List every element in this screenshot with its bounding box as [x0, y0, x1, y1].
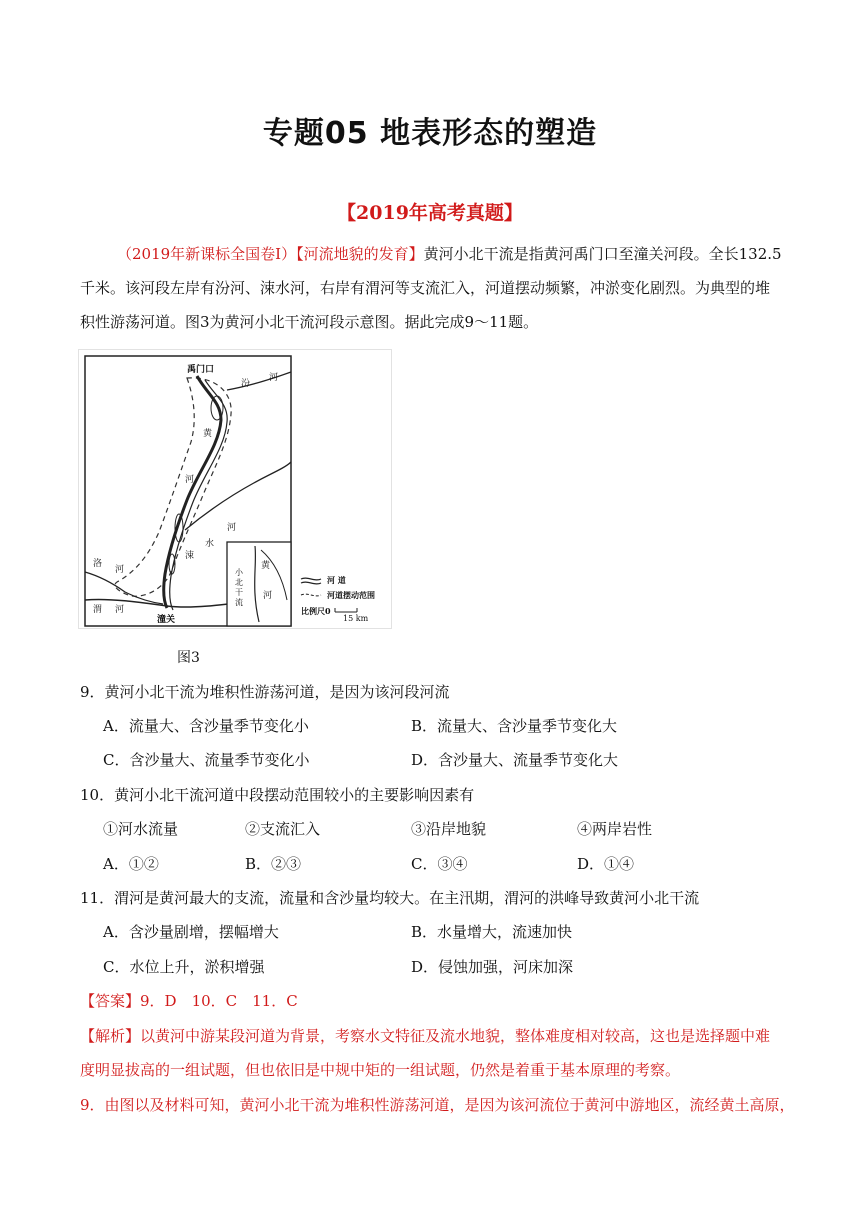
analysis-label: 【解析】 [80, 1027, 141, 1045]
question-9-option-d: D．含沙量大、流量季节变化大 [411, 751, 619, 769]
question-10-option-d: D．①④ [577, 855, 635, 873]
section-heading: 【2019年高考真题】 [337, 202, 523, 224]
label-yumenkou: 禹门口 [187, 365, 215, 375]
analysis-text-1: 以黄河中游某段河道为背景，考察水文特征及流水地貌，整体难度相对较高，这也是选择题中难 [140, 1027, 771, 1045]
legend-channel-label: 河 道 [327, 575, 346, 585]
question-11-option-c: C．水位上升，淤积增强 [103, 958, 265, 976]
label-fen-he: 河 [269, 373, 279, 383]
question-10-item-3: ③沿岸地貌 [411, 820, 487, 838]
inset-label-he: 河 [263, 591, 273, 601]
scale-value: 15 km [343, 614, 369, 623]
question-10-item-1: ①河水流量 [103, 820, 179, 838]
label-wei: 渭 [93, 605, 103, 615]
page-title: 专题05 地表形态的塑造 [262, 116, 598, 151]
question-10-option-a: A．①② [103, 855, 159, 873]
yellow-river-bank [170, 380, 228, 610]
label-tongguan: 潼关 [157, 615, 176, 625]
yellow-river-channel [164, 376, 221, 608]
question-11-stem: 11．渭河是黄河最大的支流，流量和含沙量均较大。在主汛期，渭河的洪峰导致黄河小北干流 [80, 889, 700, 907]
question-9-option-c: C．含沙量大、流量季节变化小 [103, 751, 310, 769]
river-map-figure [78, 349, 392, 629]
label-luo: 洛 [93, 559, 103, 569]
intro-text-1: 黄河小北干流是指黄河禹门口至潼关河段。全长132.5 [423, 245, 782, 263]
fen-river [227, 372, 291, 390]
intro-topic: 【河流地貌的发育】 [296, 245, 424, 263]
label-huang: 黄 [203, 429, 213, 439]
question-11-option-d: D．侵蚀加强，河床加深 [411, 958, 574, 976]
question-10-item-4: ④两岸岩性 [577, 820, 653, 838]
inset-label-vertical: 小 北 干 流 [235, 568, 243, 607]
label-fen: 汾 [241, 379, 251, 389]
label-wei-he: 河 [115, 605, 125, 615]
label-shui: 水 [205, 539, 215, 549]
question-10-option-b: B．②③ [245, 855, 302, 873]
intro-line-2: 千米。该河段左岸有汾河、涑水河，右岸有渭河等支流汇入，河道摆动频繁，冲淤变化剧烈。为典型的堆 [80, 279, 771, 297]
label-su: 涑 [185, 551, 195, 561]
question-11-option-a: A．含沙量剧增，摆幅增大 [103, 923, 279, 941]
inset-label-huang: 黄 [261, 561, 271, 571]
answer-line: 【答案】9．D 10．C 11．C [80, 992, 298, 1010]
question-10-item-2: ②支流汇入 [245, 820, 321, 838]
question-9-option-a: A．流量大、含沙量季节变化小 [103, 717, 309, 735]
intro-line-1 [117, 243, 782, 264]
legend-range-symbol [301, 594, 321, 596]
question-9-option-b: B．流量大、含沙量季节变化大 [411, 717, 618, 735]
question-11-option-b: B．水量增大，流速加快 [411, 923, 573, 941]
label-he-2: 河 [227, 523, 237, 533]
label-luo-he: 河 [115, 565, 125, 575]
legend-range-label: 河道摆动范围 [327, 590, 375, 600]
analysis-line-3: 9．由图以及材料可知，黄河小北干流为堆积性游荡河道，是因为该河流位于黄河中游地区，流经黄土高原， [80, 1096, 795, 1114]
question-9-stem: 9．黄河小北干流为堆积性游荡河道，是因为该河段河流 [80, 683, 450, 701]
question-10-stem: 10．黄河小北干流河道中段摆动范围较小的主要影响因素有 [80, 786, 475, 804]
figure-caption: 图3 [177, 650, 200, 666]
legend-channel-symbol [301, 578, 321, 580]
intro-source: （2019年新课标全国卷Ⅰ） [117, 245, 297, 263]
analysis-line-1 [80, 1025, 770, 1046]
intro-line-3: 积性游荡河道。图3为黄河小北干流河段示意图。据此完成9～11题。 [80, 313, 539, 331]
analysis-line-2: 度明显拔高的一组试题，但也依旧是中规中矩的一组试题，仍然是着重于基本原理的考察。 [80, 1061, 681, 1079]
label-he-1: 河 [185, 475, 195, 485]
question-10-option-c: C．③④ [411, 855, 468, 873]
scale-label: 比例尺0 [301, 606, 331, 616]
